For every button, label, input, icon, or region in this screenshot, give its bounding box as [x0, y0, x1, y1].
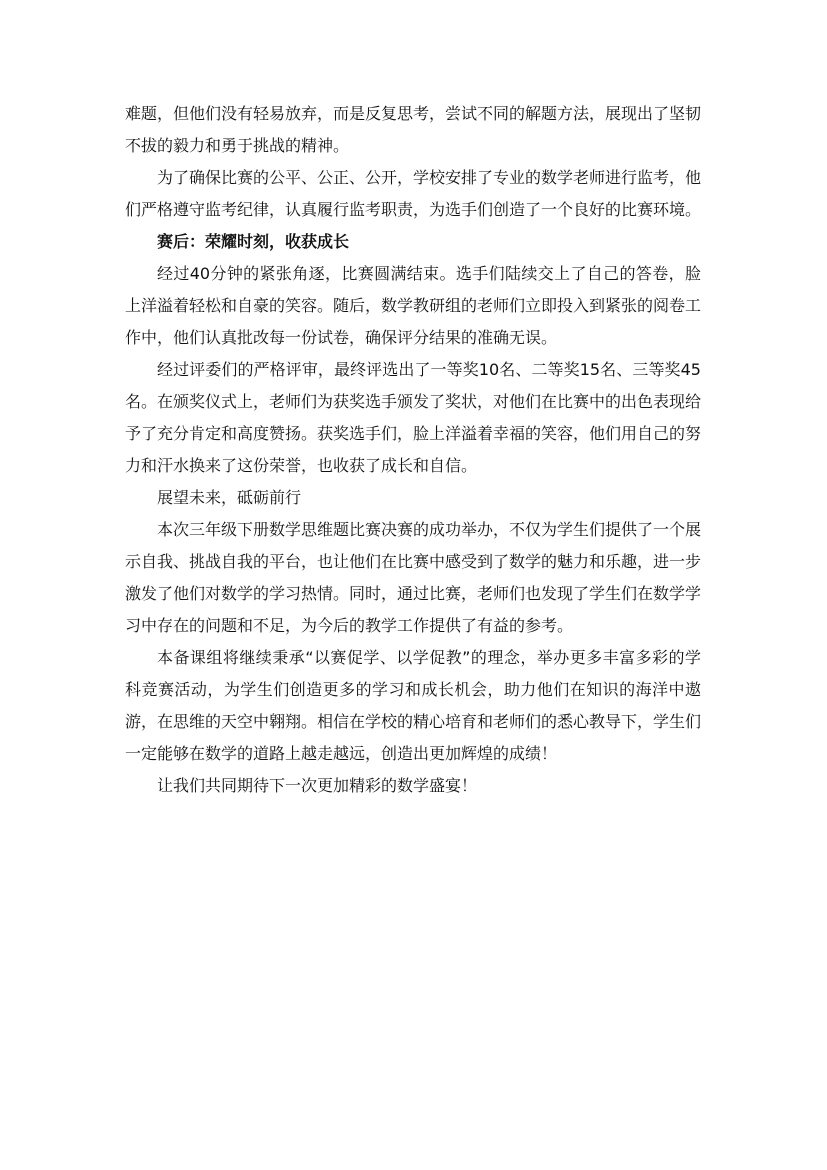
paragraph-awards: 经过评委们的严格评审，最终评选出了一等奖10名、二等奖15名、三等奖45名。在颁奖仪式上，老师们为获奖选手颁发了奖状，对他们在比赛中的出色表现给予了充分肯定和高度赞扬。获奖选手们，脸上洋溢着幸福的笑容，他们用自己的努力和汗水换来了这份荣誉，也收获了成长和自信。	[125, 360, 702, 475]
section-heading-after-contest: 赛后：荣耀时刻，收获成长	[157, 232, 350, 251]
paragraph-significance: 本次三年级下册数学思维题比赛决赛的成功举办，不仅为学生们提供了一个展示自我、挑战自我的平台，也让他们在比赛中感受到了数学的魅力和乐趣，进一步激发了他们对数学的学习热情。同时，通过比赛，老师们也发现了学生们在数学学习中存在的问题和不足，为今后的教学工作提供了有益的参考。	[125, 520, 702, 635]
paragraph-invigilation: 为了确保比赛的公平、公正、公开，学校安排了专业的数学老师进行监考，他们严格遵守监考纪律，认真履行监考职责，为选手们创造了一个良好的比赛环境。	[125, 168, 702, 219]
paragraph-continuation: 难题，但他们没有轻易放弃，而是反复思考，尝试不同的解题方法，展现出了坚韧不拔的毅力和勇于挑战的精神。	[125, 104, 702, 155]
paragraph-contest-end: 经过40分钟的紧张角逐，比赛圆满结束。选手们陆续交上了自己的答卷，脸上洋溢着轻松和自豪的笑容。随后，数学教研组的老师们立即投入到紧张的阅卷工作中，他们认真批改每一份试卷，确保评分结果的准确无误。	[125, 264, 702, 347]
paragraph-closing: 让我们共同期待下一次更加精彩的数学盛宴！	[157, 776, 478, 795]
document-body	[125, 98, 701, 802]
paragraph-future-plans: 本备课组将继续秉承“以赛促学、以学促教”的理念，举办更多丰富多彩的学科竞赛活动，为学生们创造更多的学习和成长机会，助力他们在知识的海洋中遨游，在思维的天空中翱翔。相信在学校的精心培育和老师们的悉心教导下，学生们一定能够在数学的道路上越走越远，创造出更加辉煌的成绩！	[125, 648, 702, 763]
section-heading-outlook: 展望未来，砥砺前行	[157, 488, 302, 507]
